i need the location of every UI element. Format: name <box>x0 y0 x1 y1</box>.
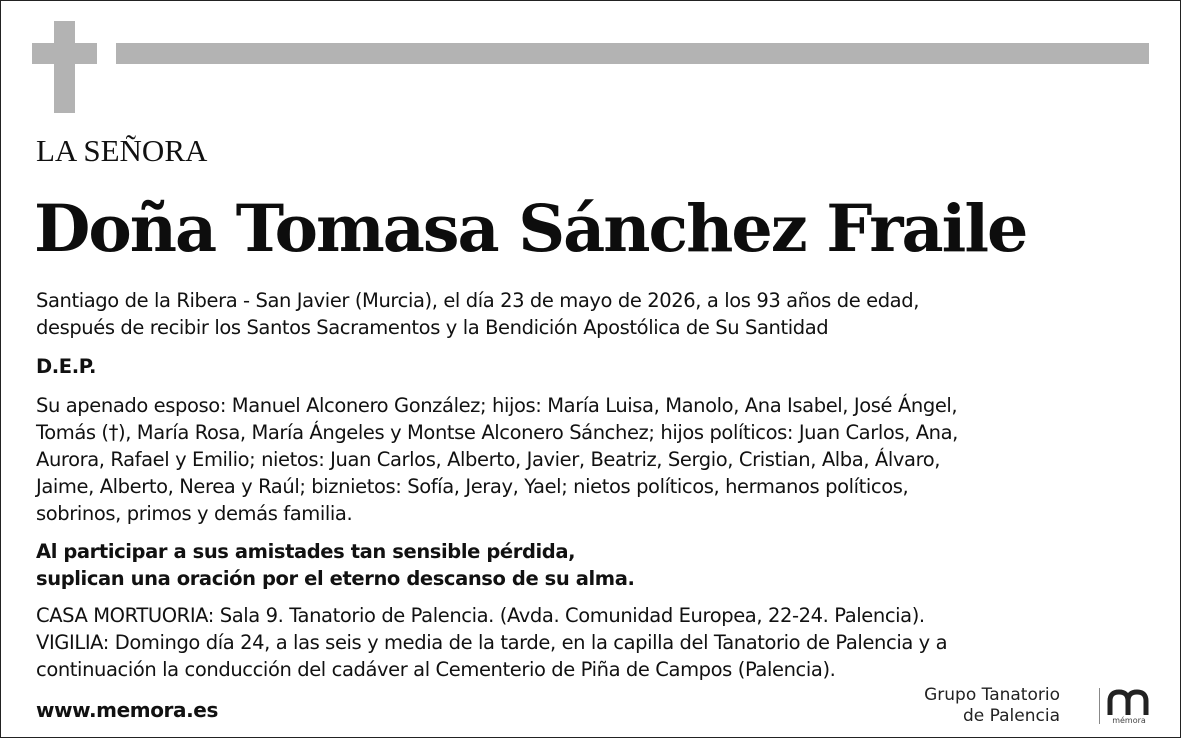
family-line: Jaime, Alberto, Nerea y Raúl; biznietos: Sofía, Jeray, Yael; nietos políticos, hermanos políticos, <box>36 475 909 498</box>
plea-line: suplican una oración por el eterno descanso de su alma. <box>36 567 635 590</box>
logo-divider <box>1099 688 1100 724</box>
dep-label: D.E.P. <box>36 355 97 378</box>
info-line: VIGILIA: Domingo día 24, a las seis y media de la tarde, en la capilla del Tanatorio de Palencia y a <box>36 631 948 654</box>
cross-icon-horizontal <box>32 43 97 64</box>
website-link[interactable]: www.memora.es <box>36 698 218 722</box>
details-line: después de recibir los Santos Sacramentos y la Bendición Apostólica de Su Santidad <box>36 316 829 339</box>
cross-icon-vertical <box>54 21 75 113</box>
info-line: CASA MORTUORIA: Sala 9. Tanatorio de Palencia. (Avda. Comunidad Europea, 22-24. Palencia). <box>36 604 925 627</box>
plea-paragraph <box>36 538 634 592</box>
plea-line: Al participar a sus amistades tan sensible pérdida, <box>36 540 576 563</box>
header-rule <box>116 43 1149 64</box>
details-line: Santiago de la Ribera - San Javier (Murcia), el día 23 de mayo de 2026, a los 93 años de edad, <box>36 289 920 312</box>
info-paragraph <box>36 602 947 683</box>
logo-text <box>924 685 1060 727</box>
family-line: sobrinos, primos y demás familia. <box>36 502 353 525</box>
deceased-name: Doña Tomasa Sánchez Fraile <box>34 191 1027 267</box>
family-line: Tomás (†), María Rosa, María Ángeles y Montse Alconero Sánchez; hijos políticos: Juan Carlos, Ana, <box>36 421 958 444</box>
info-line: continuación la conducción del cadáver al Cementerio de Piña de Campos (Palencia). <box>36 658 836 681</box>
family-line: Aurora, Rafael y Emilio; nietos: Juan Carlos, Alberto, Javier, Beatriz, Sergio, Cristian, Alba, Álvaro, <box>36 448 941 471</box>
memora-m-icon <box>1107 687 1149 717</box>
family-paragraph <box>36 392 958 527</box>
logo-line: Grupo Tanatorio <box>924 685 1060 705</box>
title-prefix: LA SEÑORA <box>36 133 208 168</box>
logo-line: de Palencia <box>962 706 1060 726</box>
family-line: Su apenado esposo: Manuel Alconero González; hijos: María Luisa, Manolo, Ana Isabel, José Ángel, <box>36 394 958 417</box>
funeral-home-logo <box>924 683 1153 729</box>
details-paragraph <box>36 287 919 341</box>
logo-word: mémora <box>1112 716 1146 725</box>
